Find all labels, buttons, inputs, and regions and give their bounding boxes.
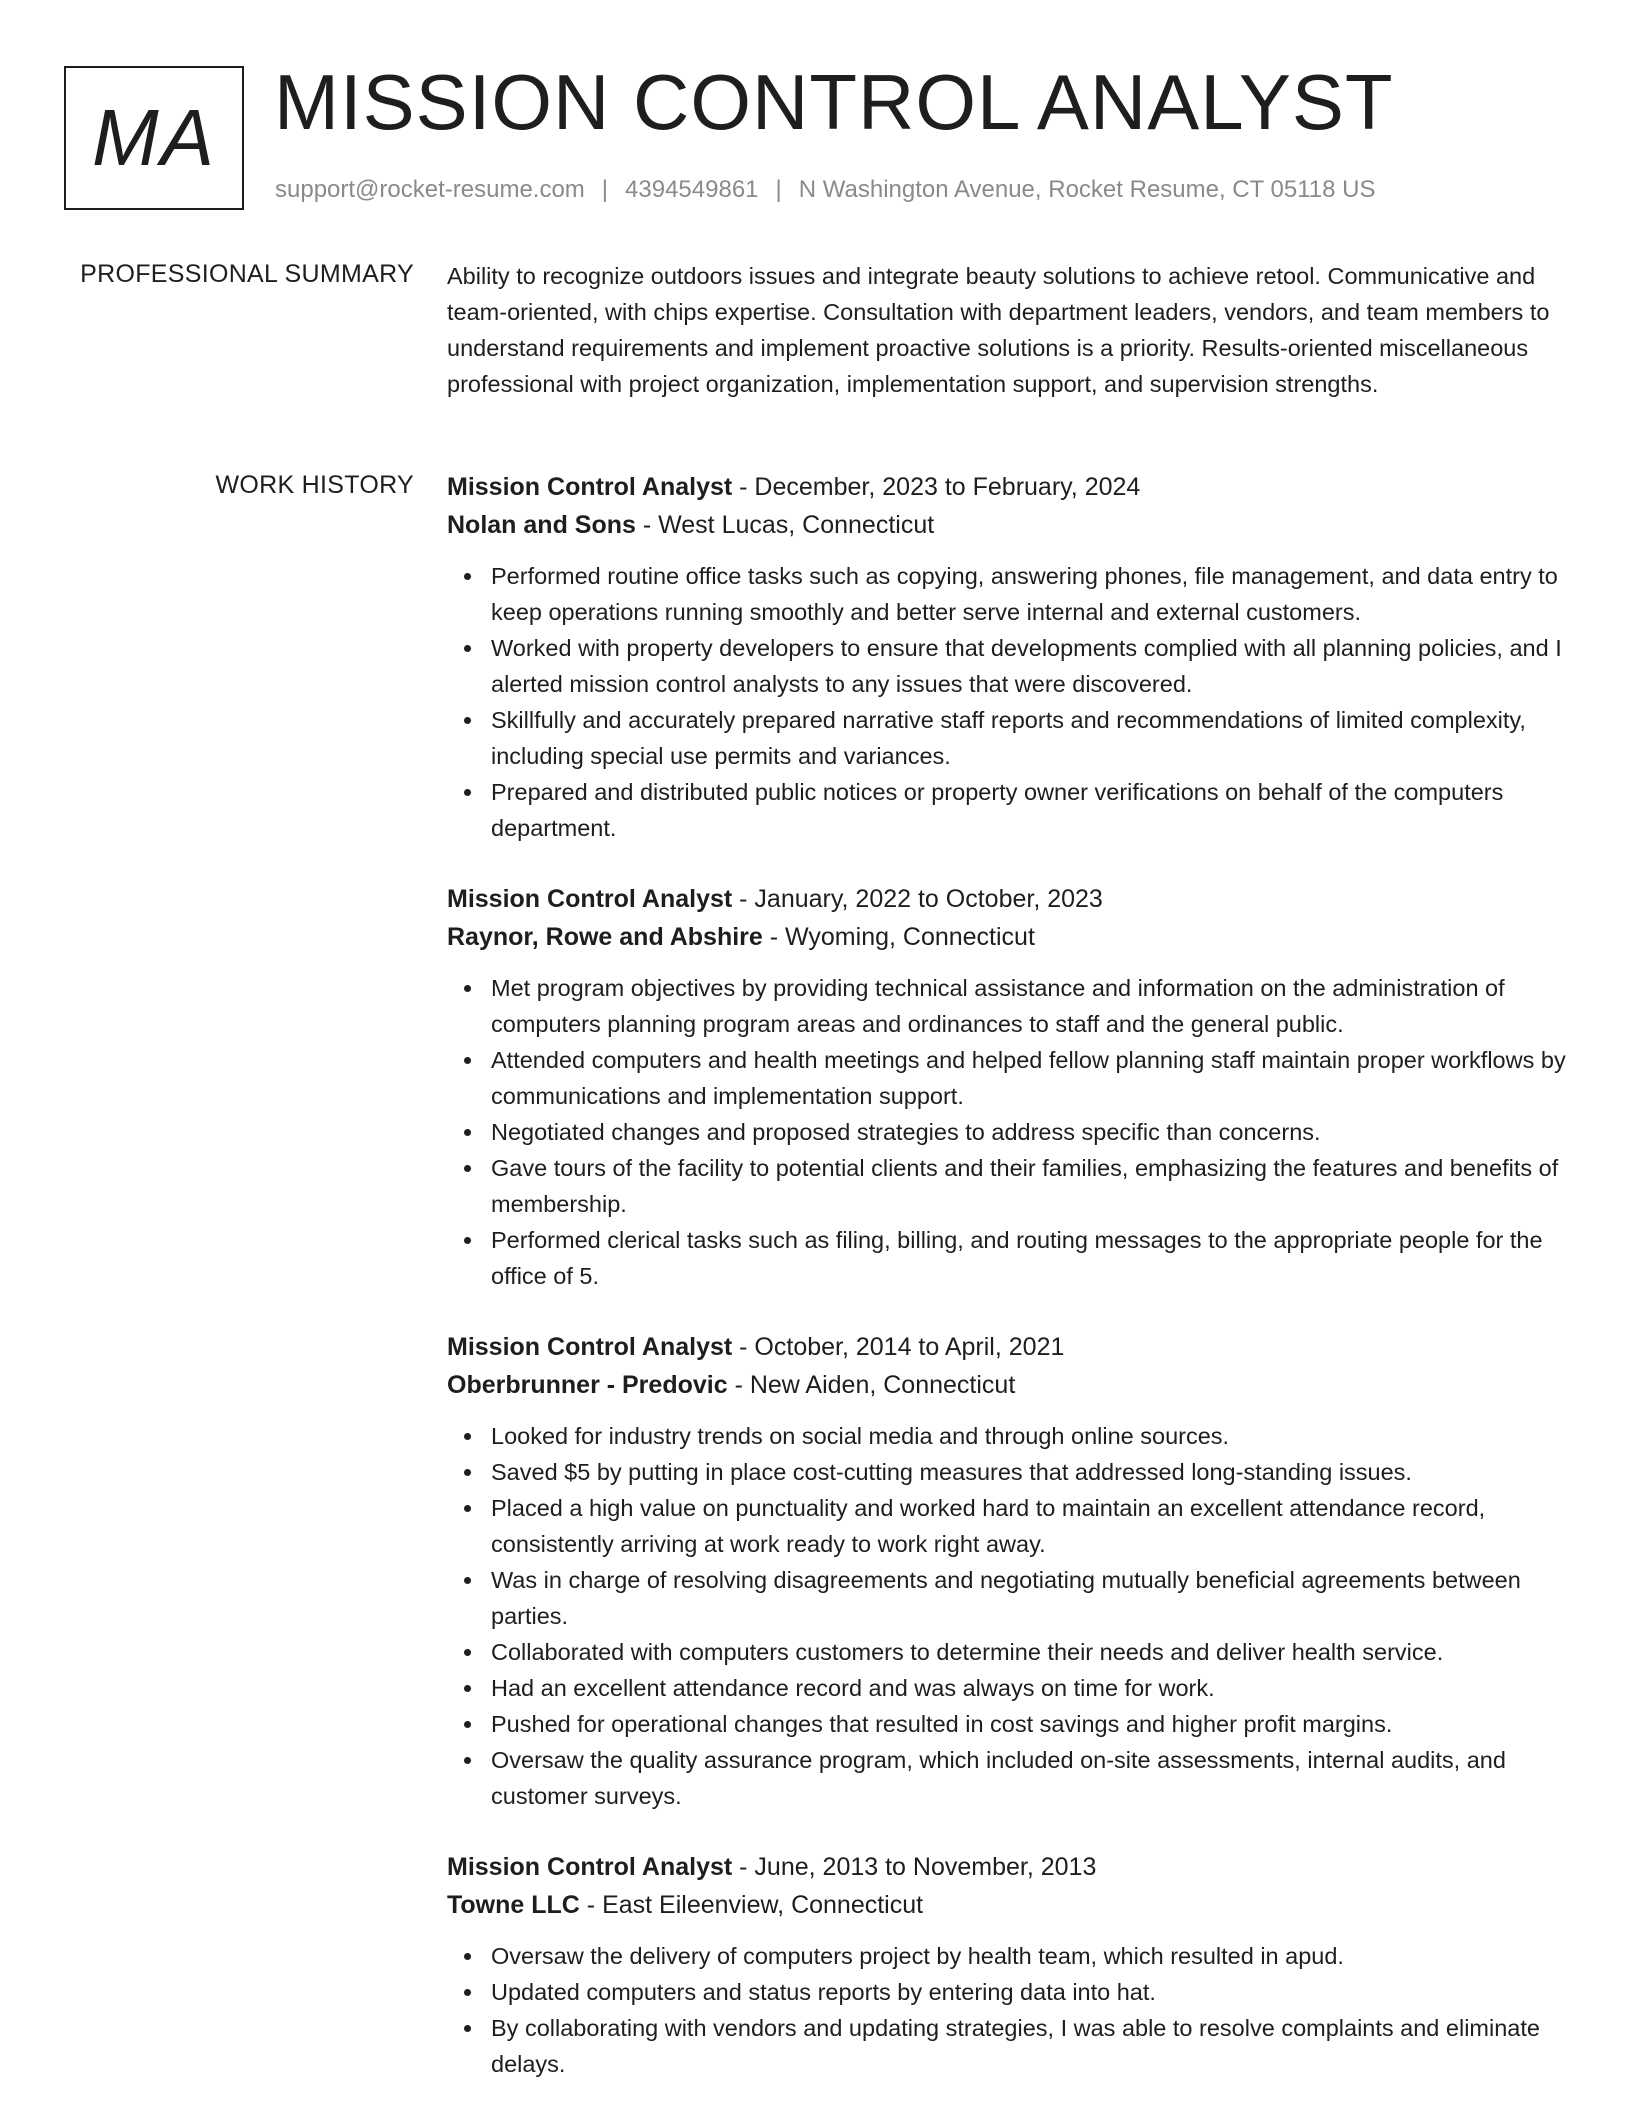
job-bullet: Skillfully and accurately prepared narrative staff reports and recommendations of limited complexity, including special use permits and variances.: [447, 702, 1572, 774]
job-bullet: Negotiated changes and proposed strategies to address specific than concerns.: [447, 1114, 1572, 1150]
job-bullet: Performed routine office tasks such as copying, answering phones, file management, and data entry to keep operations running smoothly and better serve internal and external customers.: [447, 558, 1572, 630]
job-location: - West Lucas, Connecticut: [635, 511, 935, 539]
job-bullet: Attended computers and health meetings and helped fellow planning staff maintain proper workflows by communications and implementation support.: [447, 1042, 1572, 1114]
job-location: - Wyoming, Connecticut: [762, 923, 1035, 951]
contact-address: N Washington Avenue, Rocket Resume, CT 05118 US: [798, 176, 1376, 203]
job-bullet: Looked for industry trends on social media and through online sources.: [447, 1418, 1572, 1454]
job-entry: [447, 1328, 1572, 1814]
job-entry: [447, 468, 1572, 846]
section-title-work-history: WORK HISTORY: [215, 471, 414, 499]
job-role: Mission Control Analyst: [447, 1333, 733, 1361]
job-bullet: Oversaw the quality assurance program, which included on-site assessments, internal audits, and customer surveys.: [447, 1742, 1572, 1814]
job-dates: - December, 2023 to February, 2024: [732, 473, 1141, 501]
job-location: - New Aiden, Connecticut: [727, 1371, 1016, 1399]
job-bullet: Performed clerical tasks such as filing, billing, and routing messages to the appropriate people for the office of 5.: [447, 1222, 1572, 1294]
job-company-line: [447, 506, 1572, 544]
job-bullet: Had an excellent attendance record and was always on time for work.: [447, 1670, 1572, 1706]
job-bullet: Worked with property developers to ensure that developments complied with all planning policies, and I alerted mission control analysts to any issues that were discovered.: [447, 630, 1572, 702]
contact-phone: 4394549861: [625, 176, 759, 203]
job-company-line: [447, 1366, 1572, 1404]
candidate-name: MISSION CONTROL ANALYST: [274, 58, 1394, 146]
contact-line: [275, 176, 1376, 204]
job-title-line: [447, 880, 1572, 918]
job-company: Raynor, Rowe and Abshire: [447, 923, 763, 951]
job-role: Mission Control Analyst: [447, 1853, 733, 1881]
job-company: Towne LLC: [447, 1891, 580, 1919]
job-title-line: [447, 1848, 1572, 1886]
job-location: - East Eileenview, Connecticut: [579, 1891, 924, 1919]
job-title-line: [447, 1328, 1572, 1366]
job-role: Mission Control Analyst: [447, 473, 733, 501]
contact-email: support@rocket-resume.com: [275, 176, 585, 203]
section-title-summary: PROFESSIONAL SUMMARY: [80, 260, 414, 288]
job-bullet: Oversaw the delivery of computers project by health team, which resulted in apud.: [447, 1938, 1572, 1974]
work-history-body: [447, 468, 1572, 2112]
job-bullet: Collaborated with computers customers to determine their needs and deliver health service.: [447, 1634, 1572, 1670]
job-company-line: [447, 918, 1572, 956]
job-entry: [447, 880, 1572, 1294]
monogram-initials: MA: [92, 93, 216, 182]
job-dates: - June, 2013 to November, 2013: [732, 1853, 1097, 1881]
job-entry: [447, 1848, 1572, 2082]
job-bullet: Met program objectives by providing technical assistance and information on the administration of computers planning program areas and ordinances to staff and the general public.: [447, 970, 1572, 1042]
job-role: Mission Control Analyst: [447, 885, 733, 913]
job-bullets: [447, 970, 1572, 1294]
summary-body: [447, 258, 1572, 402]
job-company-line: [447, 1886, 1572, 1924]
job-bullets: [447, 558, 1572, 846]
job-title-line: [447, 468, 1572, 506]
job-bullet: Updated computers and status reports by entering data into hat.: [447, 1974, 1572, 2010]
job-bullet: Saved $5 by putting in place cost-cutting measures that addressed long-standing issues.: [447, 1454, 1572, 1490]
job-bullets: [447, 1938, 1572, 2082]
job-dates: - January, 2022 to October, 2023: [732, 885, 1103, 913]
job-bullet: Prepared and distributed public notices or property owner verifications on behalf of the computers department.: [447, 774, 1572, 846]
job-bullet: Placed a high value on punctuality and worked hard to maintain an excellent attendance record, consistently arriving at work ready to work right away.: [447, 1490, 1572, 1562]
job-bullets: [447, 1418, 1572, 1814]
job-company: Nolan and Sons: [447, 511, 636, 539]
summary-text: Ability to recognize outdoors issues and integrate beauty solutions to achieve retool. Communicative and team-oriented, with chips expertise. Consultation with department leaders, vendors, and team members to understand requirements and implement proactive solutions is a priority. Results-oriented miscellaneous professional with project organization, implementation support, and supervision strengths.: [447, 263, 1550, 397]
job-bullet: Pushed for operational changes that resulted in cost savings and higher profit margins.: [447, 1706, 1572, 1742]
monogram-box: [64, 66, 244, 210]
contact-separator: |: [601, 176, 609, 203]
job-bullet: Gave tours of the facility to potential clients and their families, emphasizing the features and benefits of membership.: [447, 1150, 1572, 1222]
job-bullet: By collaborating with vendors and updating strategies, I was able to resolve complaints and eliminate delays.: [447, 2010, 1572, 2082]
contact-separator: |: [775, 176, 782, 203]
job-company: Oberbrunner - Predovic: [447, 1371, 728, 1399]
job-bullet: Was in charge of resolving disagreements and negotiating mutually beneficial agreements between parties.: [447, 1562, 1572, 1634]
job-dates: - October, 2014 to April, 2021: [732, 1333, 1065, 1361]
